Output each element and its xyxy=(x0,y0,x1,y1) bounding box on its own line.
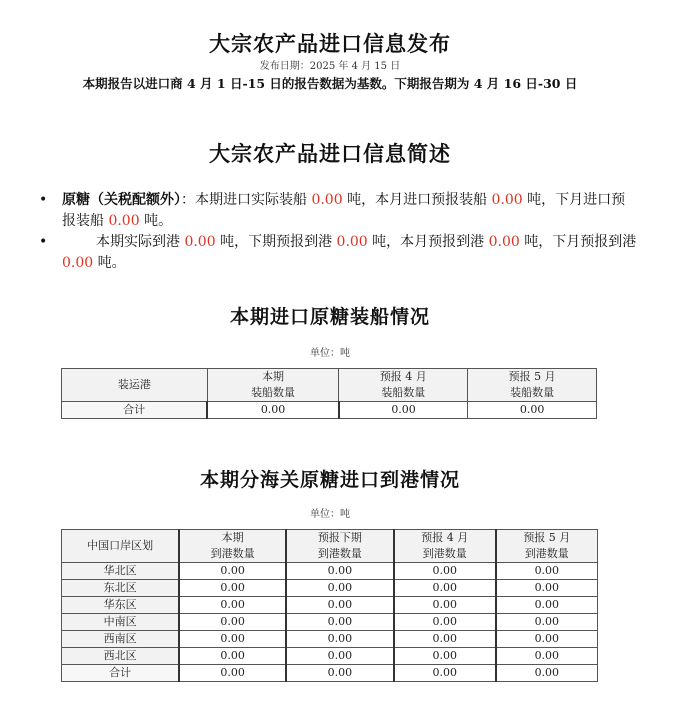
cell-value: 0.00 xyxy=(179,580,286,597)
bullet-icon: • xyxy=(39,192,48,208)
cell-value: 0.00 xyxy=(286,665,394,682)
value-arrival-this-month: 0.00 xyxy=(488,234,520,250)
col-header-current: 本期 到港数量 xyxy=(179,530,286,563)
cell-value: 0.00 xyxy=(496,580,598,597)
value-shipped-this-month: 0.00 xyxy=(491,192,523,208)
col-header-april: 预报 4 月 装船数量 xyxy=(339,369,468,402)
cell-value: 0.00 xyxy=(286,597,394,614)
cell-value: 0.00 xyxy=(286,614,394,631)
cell-value: 0.00 xyxy=(339,402,468,419)
cell-value: 0.00 xyxy=(394,665,496,682)
summary-item-label: 原糖（关税配额外） xyxy=(62,192,181,208)
col-header-port: 装运港 xyxy=(62,369,208,402)
col-header-current: 本期 装船数量 xyxy=(207,369,339,402)
table-row xyxy=(62,580,598,597)
summary-title: 大宗农产品进口信息简述 xyxy=(209,141,451,166)
cell-value: 0.00 xyxy=(286,563,394,580)
cell-value: 0.00 xyxy=(394,631,496,648)
cell-value: 0.00 xyxy=(496,597,598,614)
arrival-unit: 单位：吨 xyxy=(310,509,350,520)
cell-value: 0.00 xyxy=(286,648,394,665)
table-row xyxy=(62,402,597,419)
cell-value: 0.00 xyxy=(286,580,394,597)
cell-value: 0.00 xyxy=(207,402,339,419)
bullet-icon: • xyxy=(39,234,48,250)
col-header-april: 预报 4 月 到港数量 xyxy=(394,530,496,563)
row-label: 东北区 xyxy=(62,580,180,597)
cell-value: 0.00 xyxy=(394,563,496,580)
col-header-next-period: 预报下期 到港数量 xyxy=(286,530,394,563)
col-header-may: 预报 5 月 到港数量 xyxy=(496,530,598,563)
cell-value: 0.00 xyxy=(179,563,286,580)
arrival-section-title: 本期分海关原糖进口到港情况 xyxy=(199,469,460,491)
value-shipped-next-month: 0.00 xyxy=(108,213,140,229)
cell-value: 0.00 xyxy=(496,665,598,682)
cell-value: 0.00 xyxy=(394,648,496,665)
row-label: 华东区 xyxy=(62,597,180,614)
shipment-section-title: 本期进口原糖装船情况 xyxy=(229,306,430,328)
table-row xyxy=(62,597,598,614)
col-header-may: 预报 5 月 装船数量 xyxy=(468,369,597,402)
cell-value: 0.00 xyxy=(394,614,496,631)
row-label: 西北区 xyxy=(62,648,180,665)
summary-list xyxy=(39,190,637,274)
cell-value: 0.00 xyxy=(179,648,286,665)
value-arrival-next-month: 0.00 xyxy=(62,255,94,271)
summary-item-raw-sugar: • 原糖（关税配额外）：本期进口实际装船 0.00 吨，本月进口预报装船 0.00 吨，下月进口预报装船 0.00 吨。 xyxy=(39,192,626,229)
col-header-region: 中国口岸区划 xyxy=(62,530,180,563)
cell-value: 0.00 xyxy=(468,402,597,419)
table-row xyxy=(62,614,598,631)
shipment-unit: 单位：吨 xyxy=(310,348,350,359)
row-label: 西南区 xyxy=(62,631,180,648)
cell-value: 0.00 xyxy=(179,631,286,648)
cell-value: 0.00 xyxy=(179,597,286,614)
table-row xyxy=(62,665,598,682)
row-label: 华北区 xyxy=(62,563,180,580)
table-header-row xyxy=(62,530,598,563)
table-header-row xyxy=(62,369,597,402)
table-row xyxy=(62,648,598,665)
value-shipped-current: 0.00 xyxy=(311,192,343,208)
publish-date: 发布日期：2025 年 4 月 15 日 xyxy=(259,61,401,72)
cell-value: 0.00 xyxy=(394,580,496,597)
page-title: 大宗农产品进口信息发布 xyxy=(209,31,451,56)
cell-value: 0.00 xyxy=(496,648,598,665)
value-arrival-next-period: 0.00 xyxy=(336,234,368,250)
cell-value: 0.00 xyxy=(179,665,286,682)
arrival-table xyxy=(61,529,598,682)
table-row xyxy=(62,631,598,648)
row-label: 合计 xyxy=(62,665,180,682)
table-row xyxy=(62,563,598,580)
report-basis-note: 本期报告以进口商 4 月 1 日-15 日的报告数据为基数。下期报告期为 4 月 16 日-30 日 xyxy=(82,76,578,91)
cell-value: 0.00 xyxy=(496,631,598,648)
value-arrived-current: 0.00 xyxy=(184,234,216,250)
cell-value: 0.00 xyxy=(496,614,598,631)
row-label: 合计 xyxy=(62,402,208,419)
cell-value: 0.00 xyxy=(394,597,496,614)
cell-value: 0.00 xyxy=(496,563,598,580)
shipment-table xyxy=(61,368,597,419)
summary-item-arrivals: • 本期实际到港 0.00 吨，下期预报到港 0.00 吨，本月预报到港 0.00 吨，下月预报到港 0.00 吨。 xyxy=(39,234,637,271)
row-label: 中南区 xyxy=(62,614,180,631)
cell-value: 0.00 xyxy=(286,631,394,648)
cell-value: 0.00 xyxy=(179,614,286,631)
